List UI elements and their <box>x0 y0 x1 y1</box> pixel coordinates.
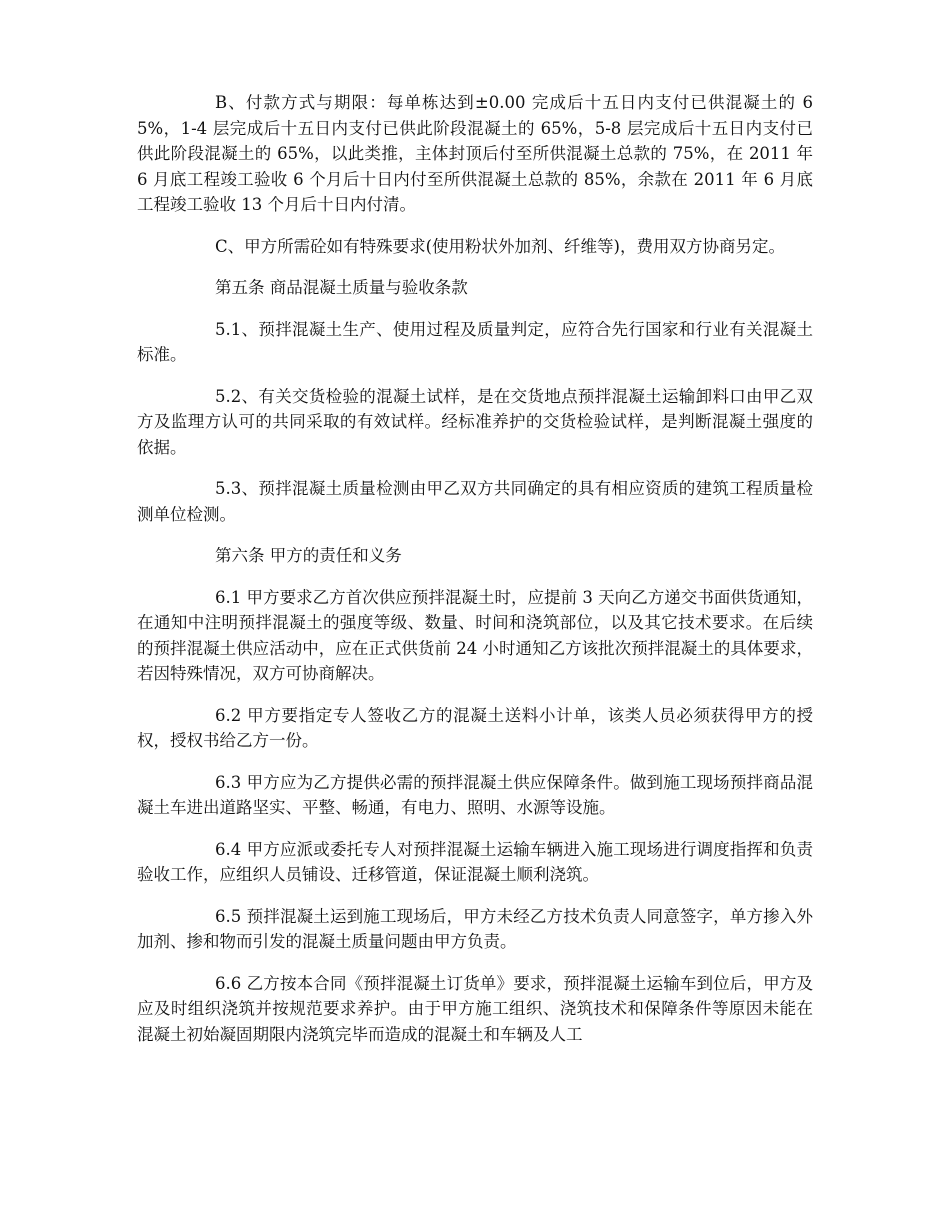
paragraph-6-5: 6.5 预拌混凝土运到施工现场后，甲方未经乙方技术负责人同意签字，单方掺入外加剂、掺和物而引发的混凝土质量问题由甲方负责。 <box>137 906 813 951</box>
paragraph-6-6: 6.6 乙方按本合同《预拌混凝土订货单》要求，预拌混凝土运输车到位后，甲方及应及时组织浇筑并按规范要求养护。由于甲方施工组织、浇筑技术和保障条件等原因未能在混凝土初始凝固期限内浇筑完毕而造成的混凝土和车辆及人工 <box>137 973 813 1044</box>
paragraph-6-1: 6.1 甲方要求乙方首次供应预拌混凝土时，应提前 3 天向乙方递交书面供货通知，在通知中注明预拌混凝土的强度等级、数量、时间和浇筑部位，以及其它技术要求。在后续的预拌混凝土供应活动中，应在正式供货前 24 小时通知乙方该批次预拌混凝土的具体要求，若因特殊情况，双方可协商解决。 <box>137 587 813 683</box>
paragraph-6-4: 6.4 甲方应派或委托专人对预拌混凝土运输车辆进入施工现场进行调度指挥和负责验收工作，应组织人员铺设、迁移管道，保证混凝土顺利浇筑。 <box>137 839 813 884</box>
paragraph-6-2: 6.2 甲方要指定专人签收乙方的混凝土送料小计单，该类人员必须获得甲方的授权，授权书给乙方一份。 <box>137 705 813 750</box>
paragraph-6-3: 6.3 甲方应为乙方提供必需的预拌混凝土供应保障条件。做到施工现场预拌商品混凝土车进出道路坚实、平整、畅通，有电力、照明、水源等设施。 <box>137 772 813 817</box>
paragraph-special-requirements-c: C、甲方所需砼如有特殊要求(使用粉状外加剂、纤维等)，费用双方协商另定。 <box>215 236 785 256</box>
paragraph-5-2: 5.2、有关交货检验的混凝土试样，是在交货地点预拌混凝土运输卸料口由甲乙双方及监理方认可的共同采取的有效试样。经标准养护的交货检验试样，是判断混凝土强度的依据。 <box>137 386 813 457</box>
paragraph-payment-terms-b: B、付款方式与期限：每单栋达到±0.00 完成后十五日内支付已供混凝土的 65%，1-4 层完成后十五日内支付已供此阶段混凝土的 65%，5-8 层完成后十五日内支付已供此阶段混凝土的 65%，以此类推，主体封顶后付至所供混凝土总款的 75%，在 2011 年 6 月底工程竣工验收 6 个月后十日内付至所供混凝土总款的 85%，余款在 2011 年 6 月底工程竣工验收 13 个月后十日内付清。 <box>137 93 813 214</box>
section-heading-article-6: 第六条 甲方的责任和义务 <box>215 546 402 565</box>
document-body <box>137 90 813 1063</box>
paragraph-5-1: 5.1、预拌混凝土生产、使用过程及质量判定，应符合先行国家和行业有关混凝土标准。 <box>137 319 813 364</box>
section-heading-article-5: 第五条 商品混凝土质量与验收条款 <box>215 278 468 297</box>
paragraph-5-3: 5.3、预拌混凝土质量检测由甲乙双方共同确定的具有相应资质的建筑工程质量检测单位检测。 <box>137 479 813 524</box>
